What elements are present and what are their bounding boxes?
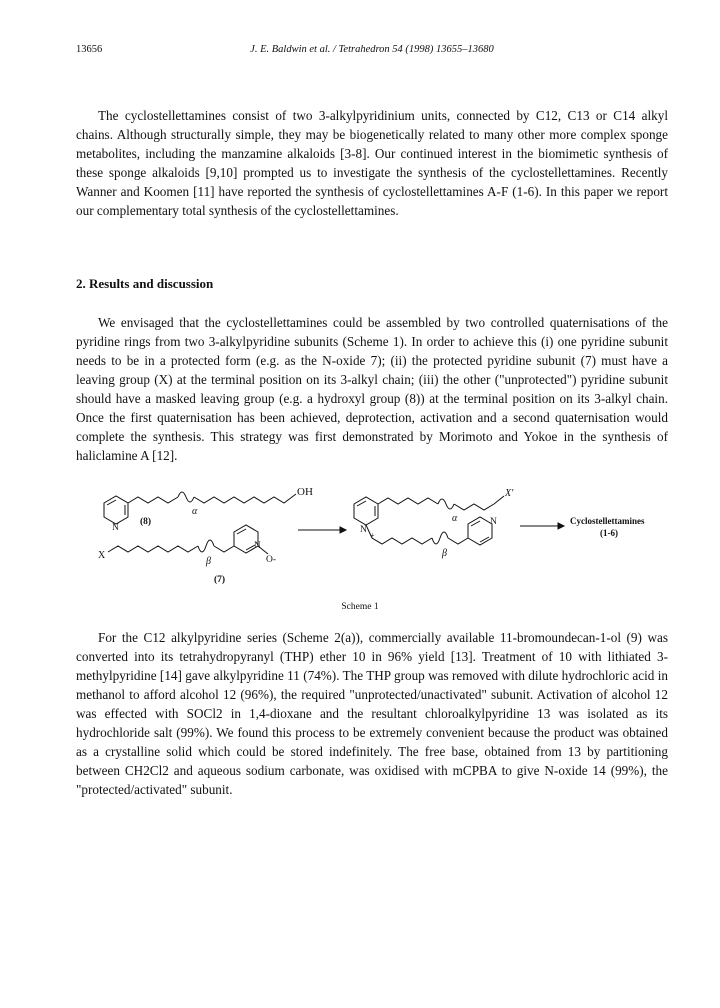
scheme-caption: Scheme 1 [341,602,379,612]
section-heading: 2. Results and discussion [76,276,214,291]
ring-nitrogen-8: N [112,523,119,533]
page-number: 13656 [76,44,103,55]
reaction-arrow-2 [520,523,564,529]
pyridine-nitrogen-intermediate: N [490,517,497,527]
leaving-group-x-label: X [98,550,106,561]
pyridinium-charge: + [370,531,375,540]
beta-label-intermediate: β [442,548,447,559]
compound-8-structure [104,486,313,533]
hydroxyl-label: OH [297,486,313,498]
product-range-label: (1-6) [600,528,618,538]
strategy-paragraph: We envisaged that the cyclostellettamines could be assembled by two controlled quaternisations of the pyridine rings from two 3-alkylpyridine subunits (Scheme 1). In order to achieve this (i) one pyridine subunit needs to be in a protected form (e.g. as the N-oxide 7); (ii) the protected pyridine subunit (7) must have a leaving group (X) at the terminal position on its 3-alkyl chain; (iii) the other ("unprotected") pyridine subunit should have a masked leaving group (e.g. a hydroxyl group (8)) at the terminal position on its 3-alkyl chain. Once the first quaternisation has been achieved, deprotection, activation and a second quaternisation would complete the synthesis. This strategy was first demonstrated by Morimoto and Yokoe in the synthesis of haliclamine A [12]. [76,315,668,463]
scheme-1-figure [96,482,666,594]
x-prime-label: X' [505,488,514,499]
beta-label-7: β [206,556,211,567]
scheme-1-drawing [96,482,666,594]
intermediate-structure [354,488,514,559]
results-paragraph: For the C12 alkylpyridine series (Scheme 2(a)), commercially available 11-bromoundecan-1-ol (9) was converted into its tetrahydropyranyl (THP) ether 10 in 96% yield [13]. Treatment of 10 with lithiated 3-methylpyridine [14] gave alkylpyridine 11 (74%). The THP group was removed with dilute hydrochloric acid in methanol to afford alcohol 12 (96%), the required "unprotected/unactivated" subunit. Activation of alcohol 12 was effected with SOCl2 in 1,4-dioxane and the resultant chloroalkylpyridine 13 was isolated as its hydrochloride salt (99%). We found this process to be extremely convenient because the product was obtained as a crystalline solid which could be stored indefinitely. The free base, obtained from 13 by partitioning between CH2Cl2 and aqueous sodium carbonate, was oxidised with mCPBA to give N-oxide 14 (99%), the "protected/activated" subunit. [76,630,668,797]
compound-7-structure [98,525,276,585]
reaction-arrow-1 [298,527,346,533]
intro-paragraph: The cyclostellettamines consist of two 3-alkylpyridinium units, connected by C12, C13 or C14 alkyl chains. Although structurally simple, they may be biogenetically related to many other more complex sponge metabolites, including the manzamine alkaloids [3-8]. Our continued interest in the biomimetic synthesis of these sponge alkaloids [9,10] prompted us to investigate the synthesis of the cyclostellettamines. Recently Wanner and Koomen [11] have reported the synthesis of cyclostellettamines A-F (1-6). In this paper we report our complementary total synthesis of the cyclostellettamines. [76,108,668,218]
pyridinium-nitrogen: N [360,525,367,535]
journal-citation: J. E. Baldwin et al. / Tetrahedron 54 (1998) 13655–13680 [250,44,494,55]
alpha-label-8: α [192,506,198,517]
n-oxide-nitrogen: N [254,541,261,551]
compound-7-label: (7) [214,575,226,585]
running-head [76,44,668,60]
compound-8-label: (8) [140,517,152,527]
alpha-label-intermediate: α [452,513,458,524]
product-name-label: Cyclostellettamines [570,516,645,526]
oxide-oxygen: O- [266,555,277,565]
